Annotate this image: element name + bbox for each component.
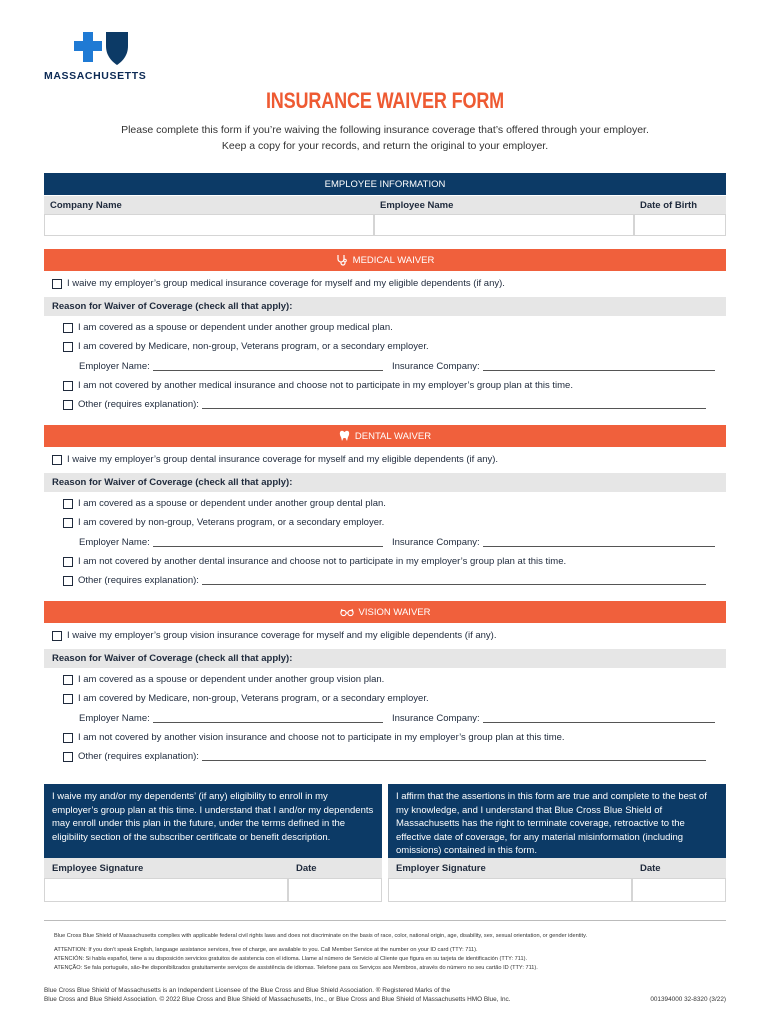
date-of-birth-field[interactable] [634, 214, 726, 236]
medical-employer-name[interactable] [79, 361, 383, 372]
language-notice-en: ATTENTION: If you don’t speak English, language assistance services, free of charge, are available to you. Call Member Service at the number on your ID card (TTY: 711). [54, 947, 478, 953]
vision-option-other[interactable] [63, 751, 706, 762]
medical-employer-input[interactable] [153, 362, 383, 371]
medical-option-medicare[interactable] [63, 341, 429, 352]
dental-option-not-covered[interactable] [63, 556, 566, 567]
vision-spouse-checkbox[interactable] [63, 675, 73, 685]
dental-spouse-text: I am covered as a spouse or dependent under another group dental plan. [78, 498, 386, 509]
employee-name-label: Employee Name [374, 196, 634, 214]
medical-spouse-checkbox[interactable] [63, 323, 73, 333]
vision-spouse-text: I am covered as a spouse or dependent under another group vision plan. [78, 674, 385, 685]
employee-signature-field[interactable] [44, 878, 288, 902]
company-name-field[interactable] [44, 214, 374, 236]
vision-waiver-header [44, 601, 726, 623]
medical-spouse-text: I am covered as a spouse or dependent under another group medical plan. [78, 322, 393, 333]
form-code: 001394000 32-8320 (3/22) [650, 996, 726, 1003]
intro-line-2: Keep a copy for your records, and return the original to your employer. [221, 140, 549, 152]
medical-employer-label: Employer Name: [79, 361, 150, 372]
tooth-icon [339, 430, 350, 442]
vision-waive-option[interactable] [52, 630, 496, 641]
vision-option-spouse[interactable] [63, 674, 384, 685]
dental-employer-input[interactable] [153, 538, 383, 547]
employer-signature-label: Employer Signature [388, 858, 632, 878]
vision-company-input[interactable] [483, 714, 715, 723]
dental-other-checkbox[interactable] [63, 576, 73, 586]
medical-other-input[interactable] [202, 400, 706, 409]
medical-other-text: Other (requires explanation): [78, 399, 199, 410]
dental-option-nongroup[interactable] [63, 517, 384, 528]
vision-reason-header: Reason for Waiver of Coverage (check all that apply): [44, 649, 726, 668]
vision-other-text: Other (requires explanation): [78, 751, 199, 762]
dental-company-label: Insurance Company: [392, 537, 480, 548]
footer-legal-2: Blue Cross and Blue Shield Association. © 2022 Blue Cross and Blue Shield of Massachusetts, Inc., or Blue Cross and Blue Shield of Massachusetts HMO Blue, Inc. [44, 996, 511, 1003]
page-title: INSURANCE WAIVER FORM [265, 88, 505, 113]
vision-not-covered-text: I am not covered by another vision insurance and choose not to participate in my employer’s group plan at this time. [78, 732, 565, 743]
dental-company-input[interactable] [483, 538, 715, 547]
employee-date-label: Date [288, 858, 382, 878]
medical-medicare-text: I am covered by Medicare, non-group, Veterans program, or a secondary employer. [78, 341, 429, 352]
dental-waiver-header [44, 425, 726, 447]
medical-option-spouse[interactable] [63, 322, 393, 333]
vision-waive-checkbox[interactable] [52, 631, 62, 641]
dental-spouse-checkbox[interactable] [63, 499, 73, 509]
dental-nongroup-text: I am covered by non-group, Veterans program, or a secondary employer. [78, 517, 385, 528]
employee-signature-label: Employee Signature [44, 858, 288, 878]
footer-legal-1: Blue Cross Blue Shield of Massachusetts is an Independent Licensee of the Blue Cross and Blue Shield Association. ® Registered Marks of the [44, 987, 451, 994]
medical-waive-option[interactable] [52, 278, 505, 289]
medical-other-checkbox[interactable] [63, 400, 73, 410]
bcbs-logo [44, 32, 164, 82]
medical-company-input[interactable] [483, 362, 715, 371]
dental-waiver-title: DENTAL WAIVER [354, 430, 432, 442]
vision-company-label: Insurance Company: [392, 713, 480, 724]
vision-other-input[interactable] [202, 752, 706, 761]
language-notice-pt: ATENÇÃO: Se fala português, são-lhe disponibilizados gratuitamente serviços de assistência de idiomas. Telefone para os Serviços aos Membros, através do número no seu cartão ID (TTY: 711). [54, 965, 538, 971]
medical-company-label: Insurance Company: [392, 361, 480, 372]
vision-employer-name[interactable] [79, 713, 383, 724]
medical-option-other[interactable] [63, 399, 706, 410]
vision-option-medicare[interactable] [63, 693, 429, 704]
vision-waive-text: I waive my employer’s group vision insurance coverage for myself and my eligible dependents (if any). [67, 630, 497, 641]
date-of-birth-label: Date of Birth [634, 196, 726, 214]
employer-date-field[interactable] [632, 878, 726, 902]
employer-signature-field[interactable] [388, 878, 632, 902]
medical-medicare-checkbox[interactable] [63, 342, 73, 352]
vision-medicare-text: I am covered by Medicare, non-group, Veterans program, or a secondary employer. [78, 693, 429, 704]
vision-not-covered-checkbox[interactable] [63, 733, 73, 743]
company-name-label: Company Name [44, 196, 374, 214]
dental-option-other[interactable] [63, 575, 706, 586]
employee-info-header [44, 173, 726, 195]
dental-other-input[interactable] [202, 576, 706, 585]
medical-waive-checkbox[interactable] [52, 279, 62, 289]
dental-option-spouse[interactable] [63, 498, 386, 509]
vision-option-not-covered[interactable] [63, 732, 565, 743]
medical-not-covered-checkbox[interactable] [63, 381, 73, 391]
employee-name-field[interactable] [374, 214, 634, 236]
vision-employer-input[interactable] [153, 714, 383, 723]
dental-nongroup-checkbox[interactable] [63, 518, 73, 528]
intro-line-1: Please complete this form if you’re waiving the following insurance coverage that’s offered through your employer. [121, 124, 649, 136]
nondiscrimination-notice: Blue Cross Blue Shield of Massachusetts complies with applicable federal civil rights laws and does not discriminate on the basis of race, color, national origin, age, disability, sex, sexual orientation, or gender identity. [54, 933, 588, 939]
medical-waiver-header [44, 249, 726, 271]
dental-insurance-company[interactable] [392, 537, 715, 548]
medical-waive-text: I waive my employer’s group medical insurance coverage for myself and my eligible dependents (if any). [67, 278, 505, 289]
logo-wordmark: MASSACHUSETTS [44, 70, 147, 82]
glasses-icon [340, 607, 354, 617]
cross-shield-icon [74, 32, 130, 66]
vision-waiver-title: VISION WAIVER [358, 606, 431, 618]
vision-medicare-checkbox[interactable] [63, 694, 73, 704]
language-notice-es: ATENCIÓN: Si habla español, tiene a su disposición servicios gratuitos de asistencia con el idioma. Llame al número de Servicio al Cliente que figura en su tarjeta de identificación (TTY: 711). [54, 956, 528, 962]
employee-info-header-label: EMPLOYEE INFORMATION [324, 178, 446, 190]
dental-not-covered-text: I am not covered by another dental insurance and choose not to participate in my employer’s group plan at this time. [78, 556, 567, 567]
employee-affirmation: I waive my and/or my dependents’ (if any) eligibility to enroll in my employer’s group plan at this time. I understand that I and/or my dependents may enroll under this plan in the future, under the terms defined in the eligibility section of the subscriber certificate or benefit description. [44, 784, 382, 858]
medical-not-covered-text: I am not covered by another medical insurance and choose not to participate in my employer’s group plan at this time. [78, 380, 573, 391]
employer-affirmation: I affirm that the assertions in this form are true and complete to the best of my knowledge, and I understand that Blue Cross Blue Shield of Massachusetts has the right to terminate coverage, retroactive to the effective date of coverage, for any material misinformation (including omissions) contained in this form. [388, 784, 726, 858]
dental-employer-label: Employer Name: [79, 537, 150, 548]
footer-divider [44, 920, 726, 921]
dental-waive-text: I waive my employer’s group dental insurance coverage for myself and my eligible dependents (if any). [67, 454, 499, 465]
dental-other-text: Other (requires explanation): [78, 575, 199, 586]
medical-reason-header: Reason for Waiver of Coverage (check all that apply): [44, 297, 726, 316]
vision-employer-label: Employer Name: [79, 713, 150, 724]
dental-reason-header: Reason for Waiver of Coverage (check all that apply): [44, 473, 726, 492]
dental-waive-option[interactable] [52, 454, 498, 465]
medical-option-not-covered[interactable] [63, 380, 573, 391]
vision-insurance-company[interactable] [392, 713, 715, 724]
dental-waive-checkbox[interactable] [52, 455, 62, 465]
dental-not-covered-checkbox[interactable] [63, 557, 73, 567]
employer-date-label: Date [632, 858, 726, 878]
medical-insurance-company[interactable] [392, 361, 715, 372]
dental-employer-name[interactable] [79, 537, 383, 548]
stethoscope-icon [336, 254, 348, 266]
employee-date-field[interactable] [288, 878, 382, 902]
vision-other-checkbox[interactable] [63, 752, 73, 762]
medical-waiver-title: MEDICAL WAIVER [352, 254, 435, 266]
